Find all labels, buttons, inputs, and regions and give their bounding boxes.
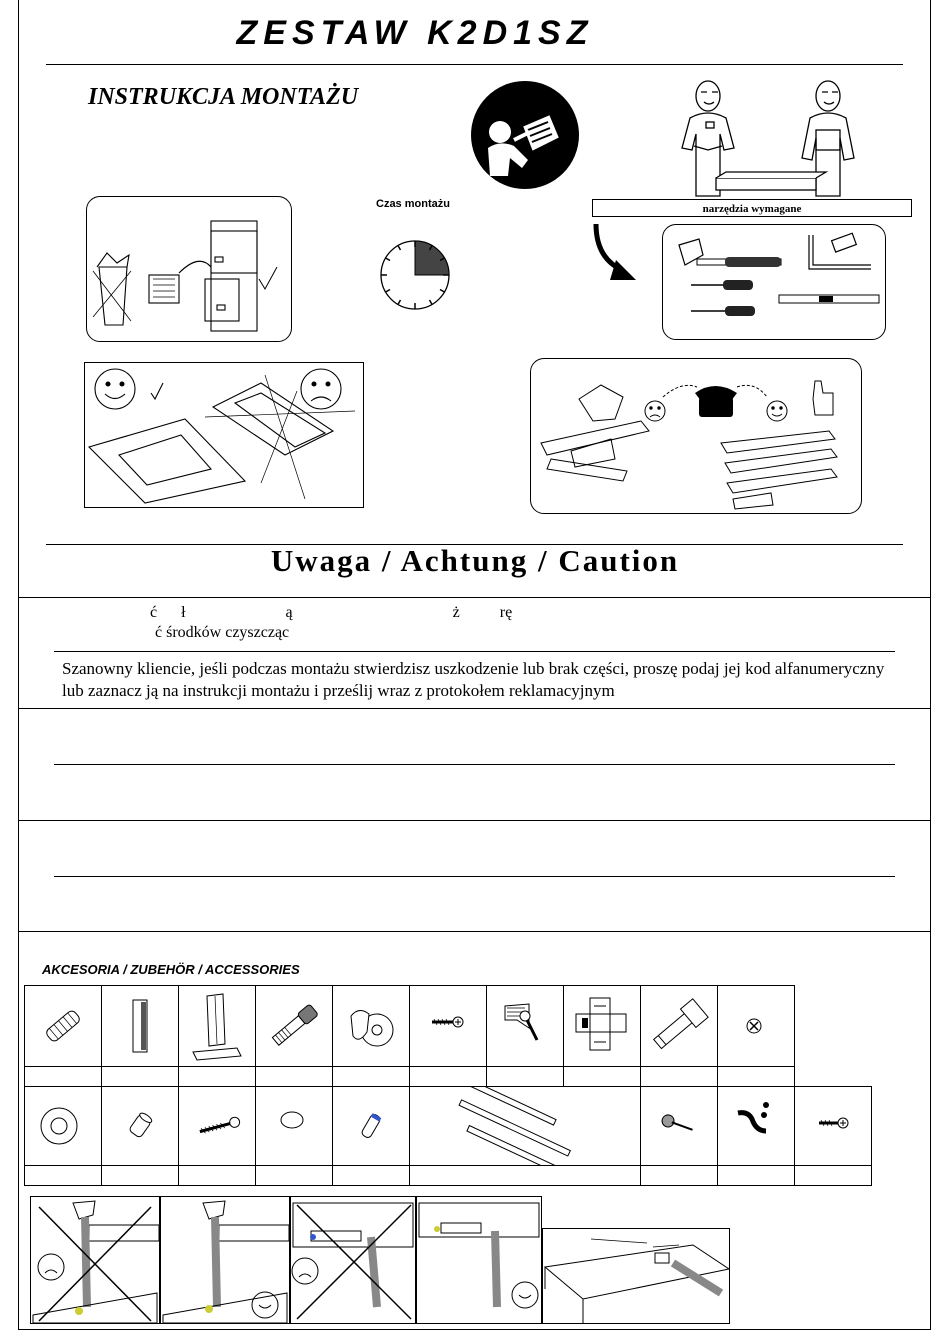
curved-arrow-icon [592,222,642,284]
furniture-leg-icon [179,986,256,1067]
section-divider-1 [18,597,931,598]
section-divider-2 [18,708,931,709]
drawer-slides-icon [410,1087,641,1166]
accessories-label: AKCESORIA / ZUBEHÖR / ACCESSORIES [42,962,300,977]
confirmat-bolt-icon [256,986,333,1067]
corner-bracket-icon [487,986,564,1067]
tools-required-label: narzędzia wymagane [592,199,912,217]
caution-heading: Uwaga / Achtung / Caution [270,543,680,578]
hammer-panel-wrong-2 [290,1196,416,1324]
hammer-icon [679,239,781,267]
telephone-icon [695,386,737,417]
hinge-icon [641,986,718,1067]
blank-line-2 [54,876,895,877]
caution-text-fragment-1: ć ł ą ż rę [150,604,513,621]
handle-with-screws-icon [718,1087,795,1166]
round-disc-icon [25,1087,102,1166]
short-screw-icon [410,986,487,1067]
accessories-table [24,985,872,1186]
nail-icon [641,1087,718,1166]
cylinder-pin-icon [333,1087,410,1166]
wooden-dowel-icon [25,986,102,1067]
hammer-panel-wrong-1 [30,1196,160,1324]
notice-divider [54,651,895,652]
shelf-support-clip-icon [564,986,641,1067]
customer-notice: Szanowny kliencie, jeśli podczas montażu stwierdzisz uszkodzenie lub brak części, proszę podaj jej kod alfanumeryczny lub zaznacz ją na instrukcji montażu i prześlij wraz z protokołem reklamacyjnym [62,659,885,700]
caution-text-fragment-2: ć środków czyszcząc [155,624,290,641]
blank-line-1 [54,764,895,765]
spirit-level-icon [779,295,879,303]
instruction-subtitle: INSTRUKCJA MONTAŻU [88,84,359,110]
page-title: ZESTAW K2D1SZ [236,14,594,52]
title-divider [46,64,903,65]
hammer-panel-correct-2 [416,1196,542,1324]
cam-lock-icon [333,986,410,1067]
screwdriver-icon [691,280,755,316]
hammer-panel-correct-1 [160,1196,290,1324]
storage-instructions-box [86,196,292,342]
assembly-time-label: Czas montażu [376,198,450,210]
assembly-time-clock [378,238,452,312]
oval-pad-icon [256,1087,333,1166]
square-ruler-icon [809,233,871,269]
flat-connector-icon [102,986,179,1067]
hammer-panel-detail [542,1228,730,1324]
section-divider-4 [18,931,931,932]
read-instructions-icon [470,80,580,190]
wood-screw-icon [795,1087,872,1166]
section-divider-3 [18,820,931,821]
call-support-box [530,358,862,514]
assembly-surface-box [84,362,364,508]
cam-sleeve-icon [102,1087,179,1166]
long-screw-icon [179,1087,256,1166]
two-workers-illustration [668,78,858,198]
screw-head-icon [718,986,795,1067]
required-tools-box [662,224,886,340]
